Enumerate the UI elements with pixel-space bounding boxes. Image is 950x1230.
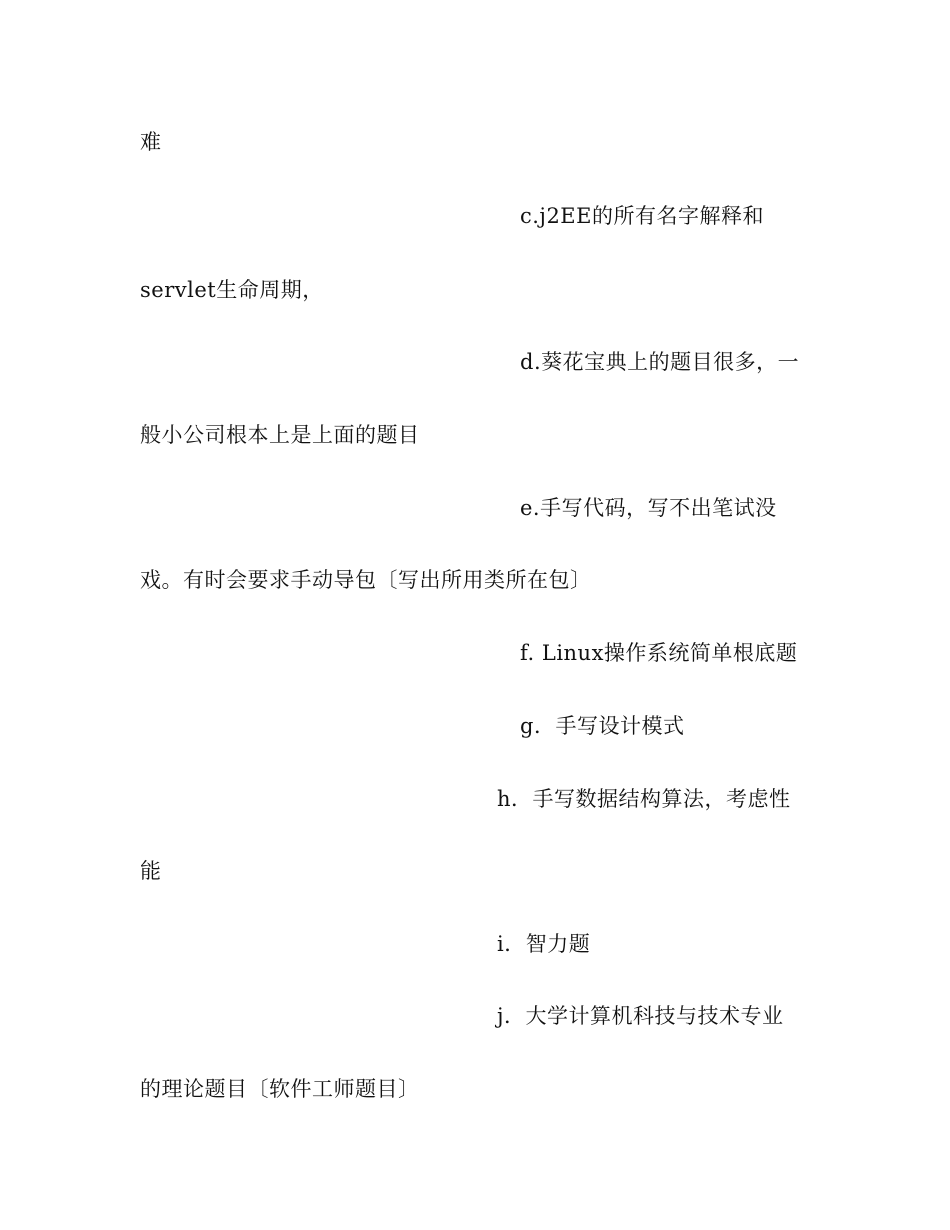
text-line: 能 <box>140 859 162 883</box>
text-line: 戏。有时会要求手动导包〔写出所用类所在包〕 <box>140 568 592 592</box>
text-line: e.手写代码，写不出笔试没 <box>520 496 777 520</box>
text-line: j．大学计算机科技与技术专业 <box>497 1004 784 1028</box>
text-line: 的理论题目〔软件工师题目〕 <box>140 1077 420 1101</box>
text-line: 难 <box>140 130 162 154</box>
text-line: d.葵花宝典上的题目很多，一 <box>520 350 800 374</box>
text-line: g．手写设计模式 <box>520 714 685 738</box>
text-line: 般小公司根本上是上面的题目 <box>140 423 420 447</box>
text-line: servlet生命周期， <box>140 278 324 302</box>
text-line: h．手写数据结构算法，考虑性 <box>497 787 791 811</box>
text-line: i．智力题 <box>497 932 591 956</box>
text-line: c.j2EE的所有名字解释和 <box>520 204 764 228</box>
text-line: f. Linux操作系统简单根底题 <box>520 641 798 665</box>
